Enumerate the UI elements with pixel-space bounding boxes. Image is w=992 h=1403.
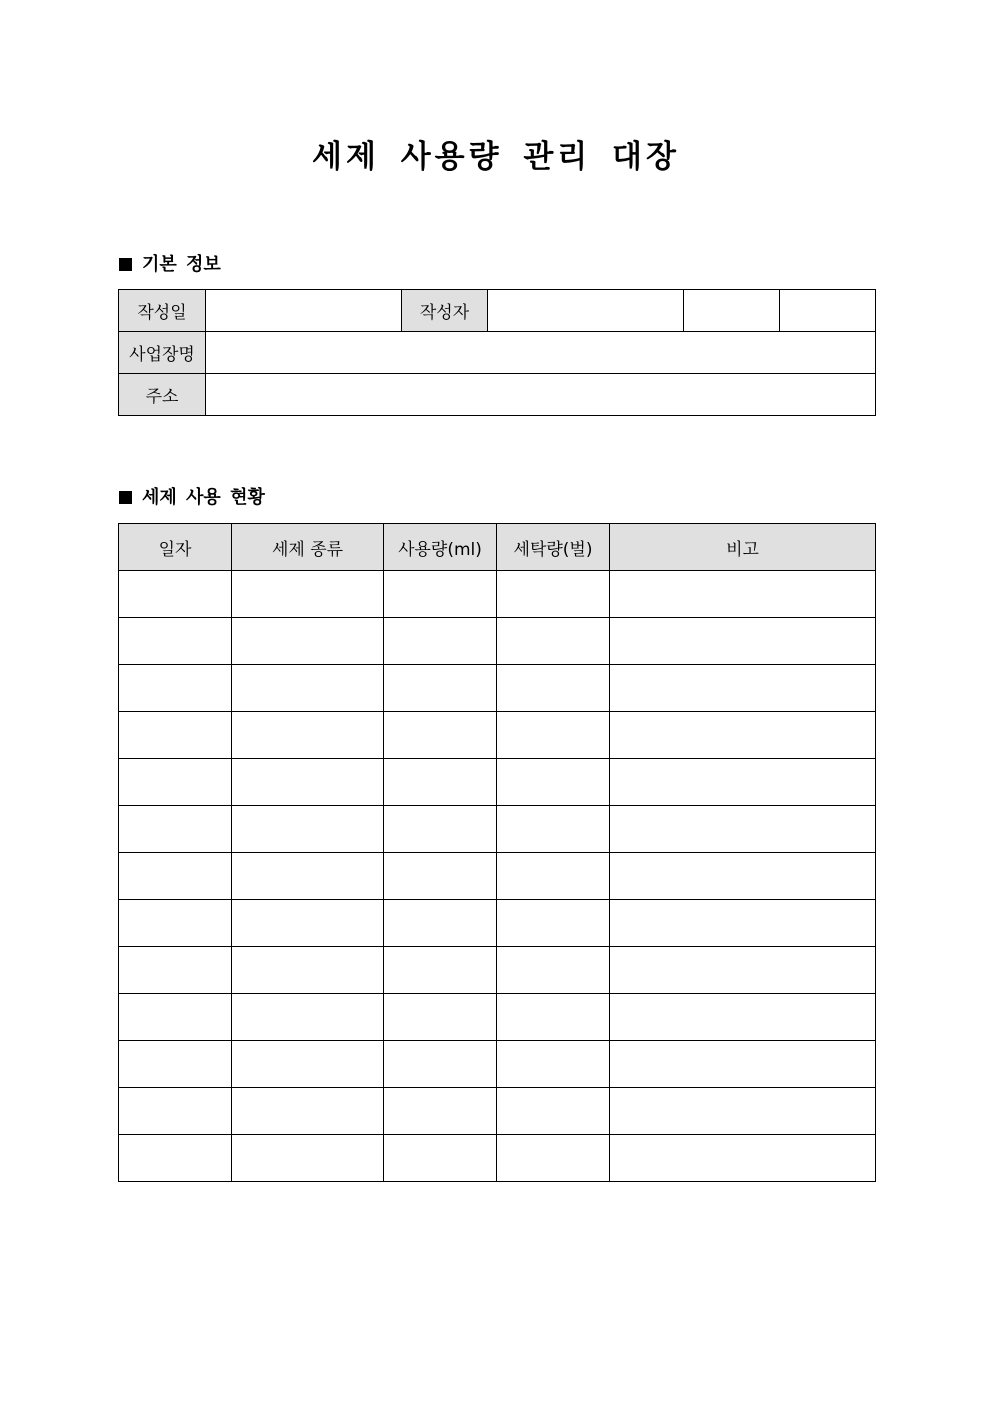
laundry-count-cell[interactable] (497, 712, 610, 759)
date-cell[interactable] (119, 759, 232, 806)
label-date: 작성일 (119, 290, 206, 332)
address-field[interactable] (206, 374, 876, 416)
document-title: 세제 사용량 관리 대장 (312, 139, 680, 175)
column-header-date: 일자 (119, 524, 232, 571)
business-name-field[interactable] (206, 332, 876, 374)
table-row (119, 994, 876, 1041)
remarks-cell[interactable] (610, 806, 876, 853)
remarks-cell[interactable] (610, 665, 876, 712)
usage-table (118, 523, 876, 1182)
amount-used-cell[interactable] (384, 947, 497, 994)
date-cell[interactable] (119, 947, 232, 994)
amount-used-cell[interactable] (384, 806, 497, 853)
square-bullet-icon (119, 258, 132, 271)
date-cell[interactable] (119, 712, 232, 759)
remarks-cell[interactable] (610, 947, 876, 994)
extra-field-1[interactable] (684, 290, 780, 332)
laundry-count-cell[interactable] (497, 947, 610, 994)
basic-info-table (118, 289, 876, 416)
date-field[interactable] (206, 290, 402, 332)
amount-used-cell[interactable] (384, 1088, 497, 1135)
column-header-remarks: 비고 (610, 524, 876, 571)
table-row (119, 1135, 876, 1182)
table-row (119, 571, 876, 618)
table-row (119, 332, 876, 374)
date-cell[interactable] (119, 1088, 232, 1135)
date-cell[interactable] (119, 994, 232, 1041)
detergent-type-cell[interactable] (232, 665, 384, 712)
remarks-cell[interactable] (610, 1088, 876, 1135)
laundry-count-cell[interactable] (497, 994, 610, 1041)
date-cell[interactable] (119, 571, 232, 618)
table-row (119, 665, 876, 712)
extra-field-2[interactable] (780, 290, 876, 332)
table-row (119, 806, 876, 853)
table-header-row (119, 524, 876, 571)
remarks-cell[interactable] (610, 759, 876, 806)
amount-used-cell[interactable] (384, 900, 497, 947)
remarks-cell[interactable] (610, 994, 876, 1041)
section-heading-text: 세제 사용 현황 (142, 487, 265, 508)
table-row (119, 759, 876, 806)
label-author: 작성자 (402, 290, 488, 332)
author-field[interactable] (488, 290, 684, 332)
column-header-amount-used: 사용량(ml) (384, 524, 497, 571)
detergent-type-cell[interactable] (232, 1041, 384, 1088)
amount-used-cell[interactable] (384, 571, 497, 618)
detergent-type-cell[interactable] (232, 712, 384, 759)
detergent-type-cell[interactable] (232, 947, 384, 994)
date-cell[interactable] (119, 806, 232, 853)
remarks-cell[interactable] (610, 1135, 876, 1182)
table-row (119, 853, 876, 900)
laundry-count-cell[interactable] (497, 1088, 610, 1135)
detergent-type-cell[interactable] (232, 806, 384, 853)
date-cell[interactable] (119, 665, 232, 712)
amount-used-cell[interactable] (384, 759, 497, 806)
remarks-cell[interactable] (610, 1041, 876, 1088)
column-header-detergent-type: 세제 종류 (232, 524, 384, 571)
date-cell[interactable] (119, 618, 232, 665)
table-row (119, 1041, 876, 1088)
amount-used-cell[interactable] (384, 665, 497, 712)
section-heading-basic-info (119, 252, 221, 278)
remarks-cell[interactable] (610, 618, 876, 665)
laundry-count-cell[interactable] (497, 806, 610, 853)
laundry-count-cell[interactable] (497, 853, 610, 900)
date-cell[interactable] (119, 900, 232, 947)
section-heading-usage (119, 485, 265, 511)
amount-used-cell[interactable] (384, 1041, 497, 1088)
table-row (119, 1088, 876, 1135)
amount-used-cell[interactable] (384, 994, 497, 1041)
detergent-type-cell[interactable] (232, 900, 384, 947)
label-business-name: 사업장명 (119, 332, 206, 374)
detergent-type-cell[interactable] (232, 618, 384, 665)
laundry-count-cell[interactable] (497, 665, 610, 712)
date-cell[interactable] (119, 1135, 232, 1182)
amount-used-cell[interactable] (384, 712, 497, 759)
table-row (119, 900, 876, 947)
laundry-count-cell[interactable] (497, 571, 610, 618)
remarks-cell[interactable] (610, 900, 876, 947)
remarks-cell[interactable] (610, 571, 876, 618)
detergent-type-cell[interactable] (232, 759, 384, 806)
label-address: 주소 (119, 374, 206, 416)
table-row (119, 947, 876, 994)
detergent-type-cell[interactable] (232, 1135, 384, 1182)
remarks-cell[interactable] (610, 853, 876, 900)
amount-used-cell[interactable] (384, 853, 497, 900)
laundry-count-cell[interactable] (497, 1041, 610, 1088)
date-cell[interactable] (119, 1041, 232, 1088)
amount-used-cell[interactable] (384, 1135, 497, 1182)
section-heading-text: 기본 정보 (142, 254, 221, 275)
remarks-cell[interactable] (610, 712, 876, 759)
table-row (119, 618, 876, 665)
amount-used-cell[interactable] (384, 618, 497, 665)
date-cell[interactable] (119, 853, 232, 900)
table-row (119, 374, 876, 416)
laundry-count-cell[interactable] (497, 1135, 610, 1182)
detergent-type-cell[interactable] (232, 853, 384, 900)
laundry-count-cell[interactable] (497, 618, 610, 665)
detergent-type-cell[interactable] (232, 1088, 384, 1135)
laundry-count-cell[interactable] (497, 900, 610, 947)
column-header-laundry-count: 세탁량(벌) (497, 524, 610, 571)
table-row (119, 290, 876, 332)
square-bullet-icon (119, 491, 132, 504)
usage-table-body (119, 571, 876, 1182)
table-row (119, 712, 876, 759)
laundry-count-cell[interactable] (497, 759, 610, 806)
detergent-type-cell[interactable] (232, 571, 384, 618)
detergent-type-cell[interactable] (232, 994, 384, 1041)
